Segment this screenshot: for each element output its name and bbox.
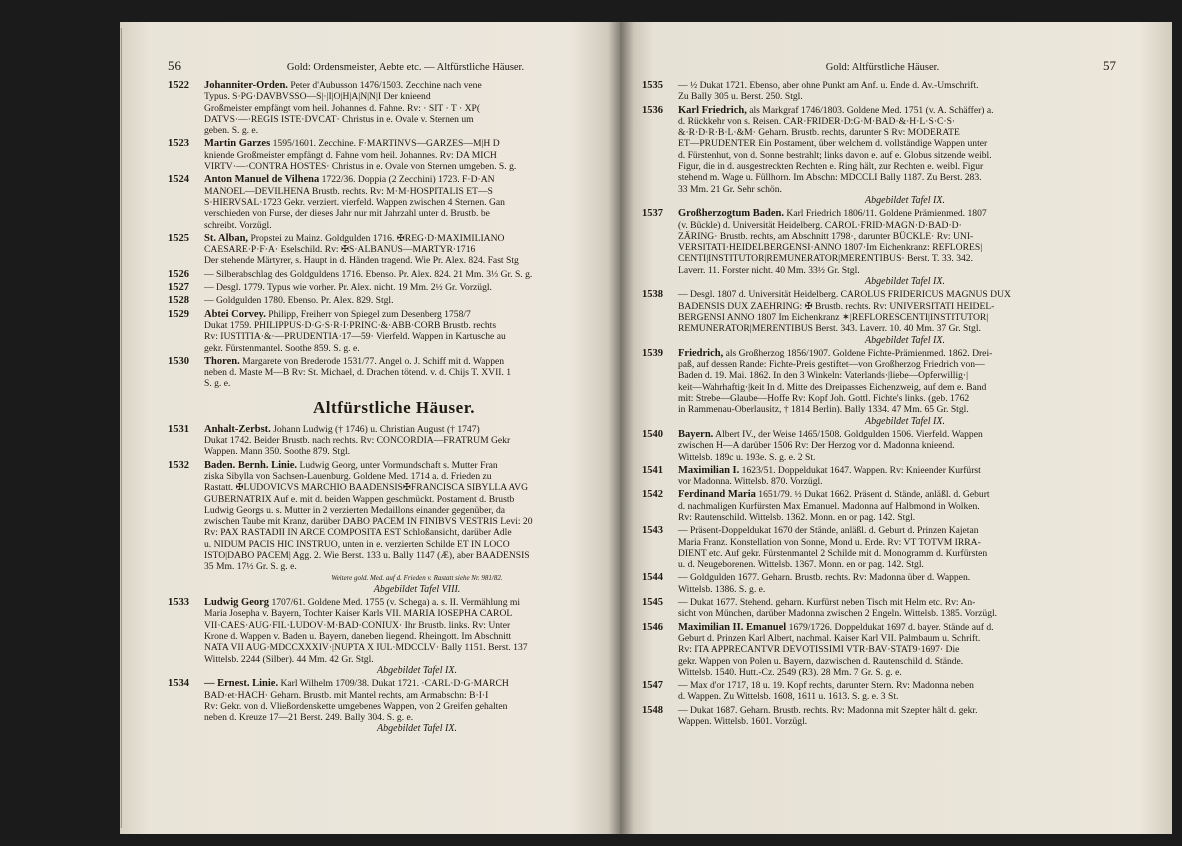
catalog-entry (168, 233, 620, 267)
catalog-entry (168, 356, 620, 390)
entry-body (204, 233, 620, 267)
entry-body (678, 80, 1132, 103)
entry-text: Karl Wilhelm 1709/38. Dukat 1721. ·CARL·D·G·MARCH BAD·et·HACH· Geharn. Brustb. mit Mantel rechts, am Armabschn: B·I·I Rv: Gekr. von d. Vließordenskette umgebenes Wappen, von 2 Greifen gehalten neben d. Kreuze 17—21 Berst. 249. Bally 304. S. g. e. (204, 678, 509, 724)
catalog-entry (168, 309, 620, 354)
entry-text: Propstei zu Mainz. Goldgulden 1716. ✠REG·D·MAXIMILIANO CAESARE·P·F·A· Eselschild. Rv: ✠S·ALBANUS—MARTYR·1716 Der stehende Märtyrer, s. Haupt in d. Händen tragend. Wie Pr. Alex. 824. Fast Stg (204, 232, 519, 267)
entry-body (204, 424, 620, 458)
illustration-reference: Abgebildet Tafel IX. (377, 723, 457, 735)
entry-text: 1707/61. Goldene Med. 1755 (v. Schega) a. s. II. Vermählung mi Maria Josepha v. Bayern, Tochter Kaiser Karls VII. MARIA IOSEPHA CAROL VII·CAES·AUG·FIL·LUDOV·M·BAD·CONIUX· Ihr Brustb. links. Rv: Unter Krone d. Wappen v. Baden u. Bayern, daneben liegend. Rheingott. Im Abschnitt NATA VII AUG·MDCCXXXIV·|NUPTA X IUL·MDCCLV· Bally 1151. Berst. 137 Wittelsb. 2244 (Silber). 44 Mm. 42 Gr. Stgl. (204, 597, 528, 665)
entry-body (678, 465, 1132, 488)
entry-title: Anhalt-Zerbst. (204, 423, 271, 435)
entry-body (204, 597, 620, 676)
right-running-head (642, 58, 1116, 74)
illustration-reference: Abgebildet Tafel IX. (865, 415, 945, 427)
catalog-entry (642, 572, 1132, 595)
entry-text: 1651/79. ½ Dukat 1662. Präsent d. Stände, anläßl. d. Geburt d. nachmaligen Kurfürsten Max Emanuel. Madonna auf Halbmond in Wolken. Rv: Rautenschild. Wittelsb. 1362. Monn. en or pag. 142. Stgl. (678, 489, 990, 523)
entry-body (204, 80, 620, 136)
lot-number: 1548 (642, 704, 663, 716)
entry-body (678, 489, 1132, 523)
lot-number: 1536 (642, 104, 663, 116)
lot-number: 1524 (168, 174, 189, 186)
catalog-entry (168, 597, 620, 676)
entry-body (678, 208, 1132, 287)
entry-title: Karl Friedrich, (678, 104, 747, 116)
entry-text: Ludwig Georg, unter Vormundschaft s. Mutter Fran ziska Sibylla von Sachsen-Lauenburg. Goldene Med. 1714 a. d. Frieden zu Rastatt. ✠LUDOVICVS MARCHIO BAADENSIS✠FRANCISCA SIBYLLA AVG GUBERNATRIX Auf e. mit d. beiden Wappen geschmückt. Postament d. Brustb Ludwig Georgs u. s. Mutter in 2 verzierten Medaillons einander gegenüber, da zwischen Taube mit Kranz, darüber DABO PACEM IN FINIBVS VESTRIS Levi: 20 Rv: PAX RASTADII IN ARCE COMPOSITA EST Schloßansicht, darüber Adle u. NIDUM PACIS HIC INSTRUO, unten in e. verzierten Schilde ET IN LOCO ISTO|DABO PACEM| Agg. 2. Wie Berst. 133 u. Bally 1147 (Æ), aber BAADENSIS 35 Mm. 17½ Gr. S. g. e. (204, 459, 533, 573)
entry-body (678, 680, 1132, 703)
entry-note: Weitere gold. Med. auf d. Frieden v. Rastatt siehe Nr. 981/82. (331, 573, 503, 582)
entry-text: Johann Ludwig († 1746) u. Christian August († 1747) Dukat 1742. Beider Brustb. nach rechts. Rv: CONCORDIA—FRATRUM Gekr Wappen. Mann 350. Soothe 879. Stgl. (204, 423, 511, 458)
entry-title: Ferdinand Maria (678, 489, 756, 501)
lot-number: 1522 (168, 80, 189, 91)
illustration-reference: Abgebildet Tafel IX. (377, 664, 457, 676)
entry-text: Philipp, Freiherr von Spiegel zum Desenberg 1758/7 Dukat 1759. PHILIPPUS·D·G·S·R·I·PRINC·&·ABB·CORB Brustb. rechts Rv: IUSTITIA·&·—PRUDENTIA·17—59· Vierfeld. Wappen in Kartusche au gekr. Fürstenmantel. Soothe 859. S. g. e. (204, 308, 506, 354)
entry-body (678, 525, 1132, 570)
entry-body (204, 138, 620, 172)
entry-title: Maximilian I. (678, 464, 740, 476)
entry-title: Anton Manuel de Vilhena (204, 174, 320, 186)
lot-number: 1541 (642, 464, 663, 476)
catalog-entry (642, 429, 1132, 463)
catalog-entry (168, 678, 620, 734)
entry-text: 1595/1601. Zecchine. F·MARTINVS—GARZES—M|H D kniende Großmeister empfängt d. Fahne vom heil. Johannes. Rv: DA MICH VIRTV·—·CONTRA HOSTES· Christus in e. Ovale von Sternen umgeben. S. g. (204, 138, 517, 173)
entry-text: — Goldgulden 1677. Geharn. Brustb. rechts. Rv: Madonna über d. Wappen. Wittelsb. 1386. S. g. e. (678, 572, 971, 595)
entry-text: 1623/51. Doppeldukat 1647. Wappen. Rv: Knieender Kurfürst vor Madonna. Wittelsb. 870. Vorzügl. (678, 464, 981, 488)
entry-text: — Goldgulden 1780. Ebenso. Pr. Alex. 829. Stgl. (204, 295, 394, 307)
entry-title: — Ernest. Linie. (204, 678, 279, 690)
catalog-entry (642, 680, 1132, 703)
lot-number: 1539 (642, 347, 663, 359)
catalog-entry (168, 460, 620, 596)
entry-title: St. Alban, (204, 232, 249, 244)
entry-text: als Markgraf 1746/1803. Goldene Med. 1751 (v. A. Schäffer) a. d. Rückkehr von s. Reisen. CAR·FRIDER·D:G·M·BAD·&·H·L·S·C·S· &·R·D·R·B·L·&M· Geharn. Brustb. rechts, darunter S Rv: MODERATE ET—PRUDENTER Ein Postament, über welchem d. vollständige Wappen unter d. Fürstenhut, von d. Sonne bestrahlt; links davon e. auf e. Globus sitzende weibl. Figur, die in d. ausgestreckten Rechten e. Ring hält, zur Rechten e. weibl. Figur stehend m. Wage u. Füllhorn. Im Abschn: MDCCLI Bally 1187. Zu Berst. 283. 33 Mm. 21 Gr. Sehr schön. (678, 104, 994, 195)
lot-number: 1547 (642, 680, 663, 692)
catalog-entry (642, 525, 1132, 570)
running-head-title: Gold: Ordensmeister, Aebte etc. — Altfürstliche Häuser. (286, 62, 525, 73)
lot-number: 1526 (168, 268, 189, 280)
left-page (120, 22, 620, 834)
lot-number: 1523 (168, 138, 189, 150)
entry-body (204, 309, 620, 354)
entry-text: Karl Friedrich 1806/11. Goldene Prämienmed. 1807 (v. Bückle) d. Universität Heidelberg. CAROL·FRID·MAGN·D·BAD·D· ZÄRING· Brustb. rechts, am Abschnitt 1798·, darunter BÜCKLE· Rv: UNI- VERSITATI·HEIDELBERGENSI·ANNO 1807·Im Eichenkranz: REFLORES| CENTI|INSTITUTOR|REMUNERATOR|MERENTIBUS· Berst. T. 33. 342. Laverr. 11. Forster nicht. 40 Mm. 33½ Gr. Stgl. (678, 208, 987, 276)
entry-text: — Desgl. 1807 d. Universität Heidelberg. CAROLUS FRIDERICUS MAGNUS DUX BADENSIS DUX ZAEHRING: ✠ Brustb. rechts. Rv: UNIVERSITATI HEIDEL- BERGENSI ANNO 1807 Im Eichenkranz ✶|REFLORESCENTI|INSTITUTOR| REMUNERATOR|MERENTIBUS Berst. 343. Laverr. 10. 40 Mm. 37 Gr. Stgl. (678, 289, 1011, 335)
entry-text: Albert IV., der Weise 1465/1508. Goldgulden 1506. Vierfeld. Wappen zwischen H—A darüber 1506 Rv: Der Herzog vor d. Madonna knieend. Wittelsb. 189c u. 193e. S. g. e. 2 St. (678, 428, 983, 463)
entry-title: Bayern. (678, 428, 714, 440)
entry-body (204, 356, 620, 390)
entry-body (678, 289, 1132, 345)
entry-body (678, 572, 1132, 595)
entry-text: Peter d'Aubusson 1476/1503. Zecchine nach vene Typus. S·PG·DAVBVSSO—S|·|I|O|H|A|N|N|I Der knieend Großmeister empfängt vom heil. Johannes d. Fahne. Rv: · SIT · T · XP( DATVS·—·REGIS ISTE·DVCAT· Christus in e. Ovale v. Sternen um geben. S. g. e. (204, 80, 482, 137)
entry-body (678, 622, 1132, 678)
lot-number: 1544 (642, 572, 663, 584)
catalog-entry (642, 622, 1132, 678)
lot-number: 1545 (642, 597, 663, 609)
illustration-reference: Abgebildet Tafel IX. (865, 334, 945, 346)
entry-text: — Dukat 1687. Geharn. Brustb. rechts. Rv: Madonna mit Szepter hält d. gekr. Wappen. Wittelsb. 1601. Vorzügl. (678, 704, 978, 728)
right-page (620, 22, 1172, 834)
entry-title: Maximilian II. Emanuel (678, 621, 787, 633)
catalog-entry (642, 289, 1132, 345)
entry-text: — Silberabschlag des Goldguldens 1716. Ebenso. Pr. Alex. 824. 21 Mm. 3⅓ Gr. S. g. (204, 268, 533, 280)
entry-title: Baden. Bernh. Linie. (204, 459, 298, 471)
catalog-entry (642, 80, 1132, 103)
entry-title: Martin Garzes (204, 138, 271, 150)
entry-text: — ½ Dukat 1721. Ebenso, aber ohne Punkt am Anf. u. Ende d. Av.-Umschrift. Zu Bally 305 u. Berst. 250. Stgl. (678, 80, 979, 103)
catalog-entry (168, 282, 620, 293)
entry-body (204, 282, 620, 293)
entry-title: Thoren. (204, 355, 240, 367)
lot-number: 1533 (168, 597, 189, 609)
catalog-entry (168, 295, 620, 306)
catalog-entry (642, 705, 1132, 728)
entry-body (204, 295, 620, 306)
page-edges (120, 28, 122, 828)
entry-title: Abtei Corvey. (204, 308, 266, 320)
entry-body (678, 105, 1132, 207)
book-gutter (608, 22, 634, 834)
entry-body (678, 429, 1132, 463)
catalog-entry (168, 80, 620, 136)
catalog-entry (168, 269, 620, 280)
lot-number: 1538 (642, 289, 663, 301)
entry-text: 1679/1726. Doppeldukat 1697 d. bayer. Stände auf d. Geburt d. Prinzen Karl Albert, nachmal. Kaiser Karl VII. Palmbaum u. Schrift. Rv: ITA APPRECANTVR DEVOTISSIMI VTR·BAV·STAT9·1697· Die gekr. Wappen von Polen u. Bayern, dazwischen d. Rautenschild d. Stände. Wittelsb. 1540. Hutt.-Cz. 2549 (R3). 28 Mm. 7 Gr. S. g. e. (678, 621, 994, 678)
entry-body (678, 597, 1132, 620)
entry-title: Ludwig Georg (204, 597, 270, 609)
catalog-entry (642, 465, 1132, 488)
catalog-entry (642, 208, 1132, 287)
lot-number: 1527 (168, 282, 189, 294)
lot-number: 1537 (642, 208, 663, 220)
page-number: 56 (168, 58, 181, 73)
lot-number: 1528 (168, 295, 189, 307)
entry-text: als Großherzog 1856/1907. Goldene Fichte-Prämienmed. 1862. Drei- paß, auf dessen Rande: Fichte-Preis gestiftet—von Großherzog Friedrich von— Baden d. 19. Mai. 1862. In den 3 Winkeln: Vaterlands·|liebe—Opferwillig·| keit—Wahrhaftig·|keit In d. Mitte des Dreipasses Eichenzweig, auf dem e. Band mit: Strebe—Glaube—Hoffe Rv: Kopf Joh. Gottl. Fichte's links. (geb. 1762 in Rammenau-Oberlausitz, † 1814 Berlin). Bally 1334. 47 Mm. 65 Gr. Stgl. (678, 347, 993, 416)
entry-body (678, 705, 1132, 728)
open-book (120, 22, 1172, 834)
entry-text: — Max d'or 1717, 18 u. 19. Kopf rechts, darunter Stern. Rv: Madonna neben d. Wappen. Zu Wittelsb. 1608, 1611 u. 1613. S. g. e. 3 St. (678, 680, 974, 703)
entry-text: — Desgl. 1779. Typus wie vorher. Pr. Alex. nicht. 19 Mm. 2½ Gr. Vorzügl. (204, 282, 492, 294)
catalog-entry (168, 174, 620, 230)
lot-number: 1535 (642, 80, 663, 91)
catalog-entry (642, 489, 1132, 523)
entry-body (678, 348, 1132, 427)
section-title: Altfürstliche Häuser. (313, 397, 475, 417)
illustration-reference: Abgebildet Tafel IX. (865, 194, 945, 206)
lot-number: 1534 (168, 678, 189, 690)
lot-number: 1531 (168, 423, 189, 435)
lot-number: 1532 (168, 459, 189, 471)
lot-number: 1543 (642, 525, 663, 537)
page-number: 57 (1102, 58, 1116, 73)
left-running-head (168, 58, 620, 74)
lot-number: 1542 (642, 489, 663, 501)
illustration-reference: Abgebildet Tafel IX. (865, 276, 945, 288)
entry-title: Friedrich, (678, 347, 724, 359)
lot-number: 1525 (168, 232, 189, 244)
catalog-entry (168, 138, 620, 172)
catalog-entry (642, 597, 1132, 620)
lot-number: 1540 (642, 428, 663, 440)
entry-text: Margarete von Brederode 1531/77. Angel o. J. Schiff mit d. Wappen neben d. Maste M—B Rv: St. Michael, d. Drachen tötend. v. d. Chijs T. XVII. 1 S. g. e. (204, 355, 512, 390)
running-head-title: Gold: Altfürstliche Häuser. (825, 62, 940, 73)
entry-title: Johanniter-Orden. (204, 80, 288, 91)
entry-text: — Dukat 1677. Stehend. geharn. Kurfürst neben Tisch mit Helm etc. Rv: An- sicht von München, darüber Madonna zwischen 2 Engeln. Wittelsb. 1385. Vorzügl. (678, 597, 998, 620)
entry-body (204, 678, 620, 734)
catalog-entry (642, 105, 1132, 207)
entry-body (204, 460, 620, 596)
lot-number: 1530 (168, 355, 189, 367)
entry-text: 1722/36. Doppia (2 Zecchini) 1723. F·D·AN MANOEL—DEVILHENA Brustb. rechts. Rv: M·M·HOSPITALIS ET—S S·HIERVSAL·1723 Gekr. verziert. vierfeld. Wappen zwischen 4 Sternen. Gan verschieden von Furse, der dieses Jahr nur mit Jahrzahl unter d. Brustb. be schreibt. Vorzügl. (204, 174, 505, 231)
entry-body (204, 269, 620, 280)
catalog-entry (642, 348, 1132, 427)
entry-title: Großherzogtum Baden. (678, 208, 784, 220)
illustration-reference: Abgebildet Tafel VIII. (373, 583, 461, 595)
lot-number: 1546 (642, 621, 663, 633)
lot-number: 1529 (168, 308, 189, 320)
entry-text: — Präsent-Doppeldukat 1670 der Stände, anläßl. d. Geburt d. Prinzen Kajetan Maria Franz. Konstellation von Sonne, Mond u. Erde. Rv: VT TOTVM IRRA- DIENT etc. Auf gekr. Fürstenmantel 2 Schilde mit d. Monogramm d. Kurfürsten u. d. Neugeborenen. Wittelsb. 1367. Monn. en or pag. 142. Stgl. (678, 525, 988, 571)
catalog-entry (168, 424, 620, 458)
entry-body (204, 174, 620, 230)
